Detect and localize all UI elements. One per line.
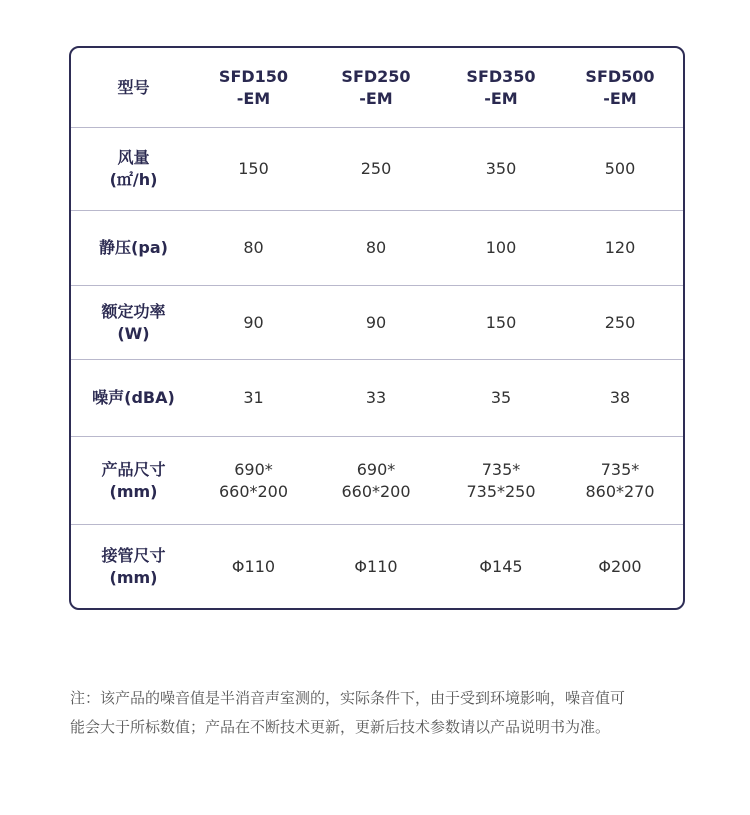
table-cell: 690* 660*200 — [218, 459, 289, 501]
table-cell: 500 — [604, 159, 636, 178]
row-label: 额定功率 (W) — [101, 301, 166, 343]
table-cell: 735* 735*250 — [466, 459, 536, 501]
header-model-2: SFD250 -EM — [341, 66, 411, 108]
table-cell: 80 — [243, 238, 264, 257]
footnote-text: 注：该产品的噪音值是半消音声室测的，实际条件下，由于受到环境影响，噪音值可 能会大于所标数值；产品在不断技术更新，更新后技术参数请以产品说明书为准。 — [70, 689, 626, 736]
header-model-4: SFD500 -EM — [585, 66, 655, 108]
row-label: 噪声(dBA) — [92, 388, 175, 407]
table-cell: 350 — [485, 159, 517, 178]
table-cell: 250 — [360, 159, 392, 178]
row-label: 接管尺寸 (mm) — [101, 545, 166, 587]
header-model-3: SFD350 -EM — [466, 66, 536, 108]
row-label: 静压(pa) — [99, 238, 168, 257]
spec-table — [69, 46, 685, 610]
table-cell: 120 — [604, 238, 636, 257]
table-cell: 150 — [238, 159, 269, 178]
table-cell: 150 — [485, 312, 517, 332]
table-cell: 38 — [609, 388, 631, 407]
table-cell: Φ110 — [354, 556, 398, 576]
table-row-noise — [71, 360, 683, 437]
table-cell: 33 — [365, 388, 387, 407]
table-cell: 735* 860*270 — [585, 459, 655, 501]
table-row-product-size — [71, 437, 683, 525]
table-header-row — [71, 48, 683, 128]
table-row-pipe-size — [71, 525, 683, 608]
table-cell: 31 — [243, 388, 264, 407]
table-cell: Φ200 — [598, 556, 642, 576]
table-row-rated-power — [71, 286, 683, 360]
table-cell: 90 — [365, 312, 387, 332]
table-cell: Φ145 — [479, 556, 523, 576]
row-label: 产品尺寸 (mm) — [101, 459, 166, 501]
table-cell: 250 — [604, 312, 636, 332]
table-cell: 90 — [243, 312, 264, 332]
table-cell: 80 — [365, 238, 387, 257]
table-cell: Φ110 — [231, 556, 276, 576]
table-cell: 690* 660*200 — [341, 459, 411, 501]
row-label: 风量 (㎡/h) — [109, 148, 158, 189]
table-row-static-pressure — [71, 211, 683, 286]
header-label-model: 型号 — [117, 77, 150, 97]
header-model-1: SFD150 -EM — [218, 66, 289, 108]
table-row-airflow — [71, 128, 683, 211]
table-cell: 35 — [490, 388, 512, 407]
table-cell: 100 — [485, 238, 517, 257]
